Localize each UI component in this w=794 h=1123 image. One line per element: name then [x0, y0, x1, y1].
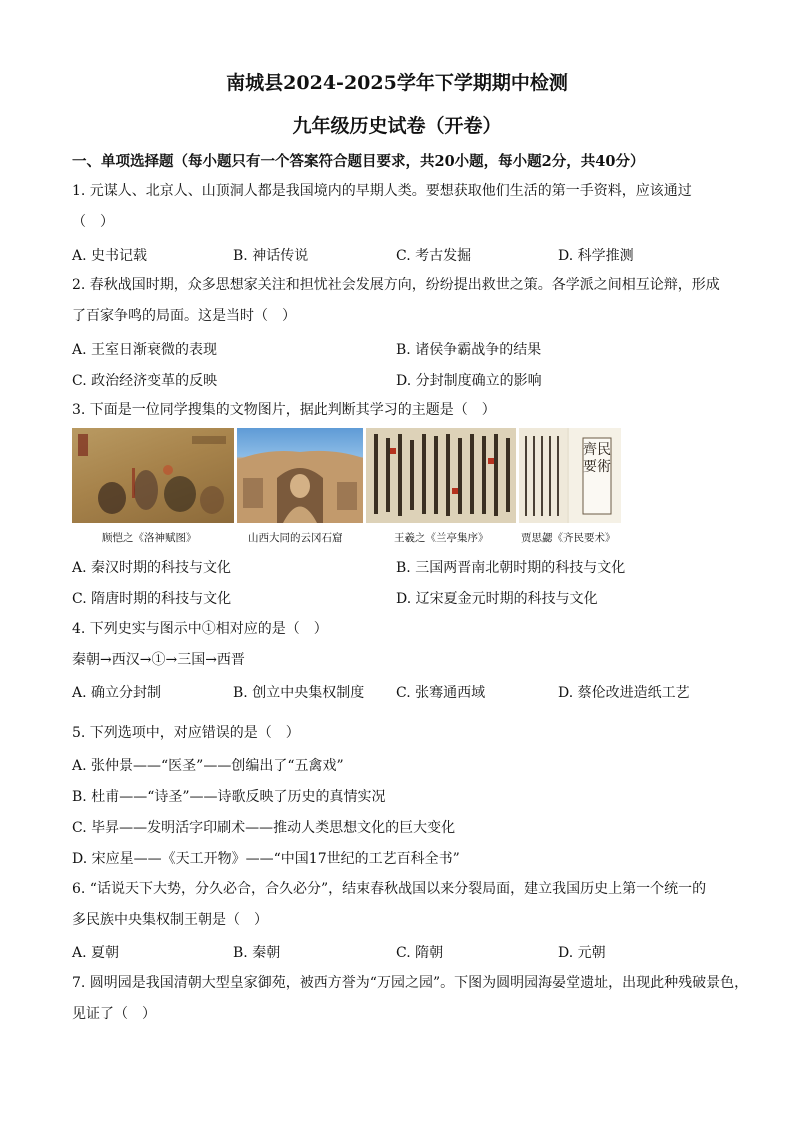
q1-option-b: B. 神话传说 — [233, 248, 309, 264]
exam-title: 南城县2024-2025学年下学期期中检测 — [226, 72, 568, 94]
yungang-grottoes-image — [237, 428, 363, 523]
q4-option-d: D. 蔡伦改进造纸工艺 — [558, 685, 690, 701]
caption-yungang: 山西大同的云冈石窟 — [248, 532, 343, 544]
q3-option-c: C. 隋唐时期的科技与文化 — [72, 591, 232, 607]
caption-lanting: 王羲之《兰亭集序》 — [394, 532, 489, 544]
q6-option-d: D. 元朝 — [558, 945, 606, 961]
q4-option-c: C. 张骞通西域 — [396, 685, 486, 701]
q3-option-a: A. 秦汉时期的科技与文化 — [72, 560, 232, 576]
q5-option-d: D. 宋应星——《天工开物》——“中国17世纪的工艺百科全书” — [72, 851, 460, 867]
question-7-text: 7. 圆明园是我国清朝大型皇家御苑，被西方誉为“万园之园”。下图为圆明园海晏堂遗址，出现此种残破景色， — [72, 975, 749, 991]
question-5-text: 5. 下列选项中，对应错误的是（ ） — [72, 725, 300, 741]
section-heading: 一、单项选择题（每小题只有一个答案符合题目要求，共20小题，每小题2分，共40分） — [72, 153, 645, 170]
q1-option-a: A. 史书记载 — [72, 248, 148, 264]
question-4-diagram: 秦朝→西汉→①→三国→西晋 — [72, 652, 245, 668]
q2-option-d: D. 分封制度确立的影响 — [396, 373, 542, 389]
q6-option-b: B. 秦朝 — [233, 945, 281, 961]
question-1-blank: （ ） — [72, 214, 114, 230]
q4-option-a: A. 确立分封制 — [72, 685, 162, 701]
caption-luoshen: 顾恺之《洛神赋图》 — [102, 532, 197, 544]
question-6-text: 6. “话说天下大势，分久必合，合久必分”，结束春秋战国以来分裂局面，建立我国历史上第一个统一的 — [72, 881, 707, 897]
q5-option-b: B. 杜甫——“诗圣”——诗歌反映了历史的真情实况 — [72, 789, 386, 805]
caption-qimin: 贾思勰《齐民要术》 — [521, 532, 616, 544]
question-4-text: 4. 下列史实与图示中①相对应的是（ ） — [72, 621, 328, 637]
question-2-text: 2. 春秋战国时期，众多思想家关注和担忧社会发展方向，纷纷提出救世之策。各学派之间相互论辩，形成 — [72, 277, 720, 293]
painting-figures-graphic — [72, 428, 234, 523]
book-title-text: 齊民要術 — [583, 442, 611, 475]
q2-option-b: B. 诸侯争霸战争的结果 — [396, 342, 542, 358]
question-1-text: 1. 元谋人、北京人、山顶洞人都是我国境内的早期人类。要想获取他们生活的第一手资料，应该通过 — [72, 183, 692, 199]
q3-option-d: D. 辽宋夏金元时期的科技与文化 — [396, 591, 598, 607]
q5-option-a: A. 张仲景——“医圣”——创编出了“五禽戏” — [72, 758, 344, 774]
q1-option-c: C. 考古发掘 — [396, 248, 472, 264]
question-7-text-cont: 见证了（ ） — [72, 1006, 156, 1022]
q5-option-c: C. 毕昇——发明活字印刷术——推动人类思想文化的巨大变化 — [72, 820, 456, 836]
calligraphy-columns-graphic — [366, 428, 516, 523]
q3-option-b: B. 三国两晋南北朝时期的科技与文化 — [396, 560, 626, 576]
q1-option-d: D. 科学推测 — [558, 248, 634, 264]
q6-option-c: C. 隋朝 — [396, 945, 444, 961]
qiminyaoshu-book-image — [519, 428, 621, 523]
q6-option-a: A. 夏朝 — [72, 945, 120, 961]
grotto-buddha-graphic — [237, 428, 363, 523]
q2-option-c: C. 政治经济变革的反映 — [72, 373, 218, 389]
q4-option-b: B. 创立中央集权制度 — [233, 685, 365, 701]
exam-subtitle: 九年级历史试卷（开卷） — [292, 115, 502, 137]
painting-luoshen-image — [72, 428, 234, 523]
lantingji-calligraphy-image — [366, 428, 516, 523]
question-2-text-cont: 了百家争鸣的局面。这是当时（ ） — [72, 308, 296, 324]
q2-option-a: A. 王室日渐衰微的表现 — [72, 342, 218, 358]
question-3-text: 3. 下面是一位同学搜集的文物图片，据此判断其学习的主题是（ ） — [72, 402, 496, 418]
question-6-text-cont: 多民族中央集权制王朝是（ ） — [72, 912, 268, 928]
